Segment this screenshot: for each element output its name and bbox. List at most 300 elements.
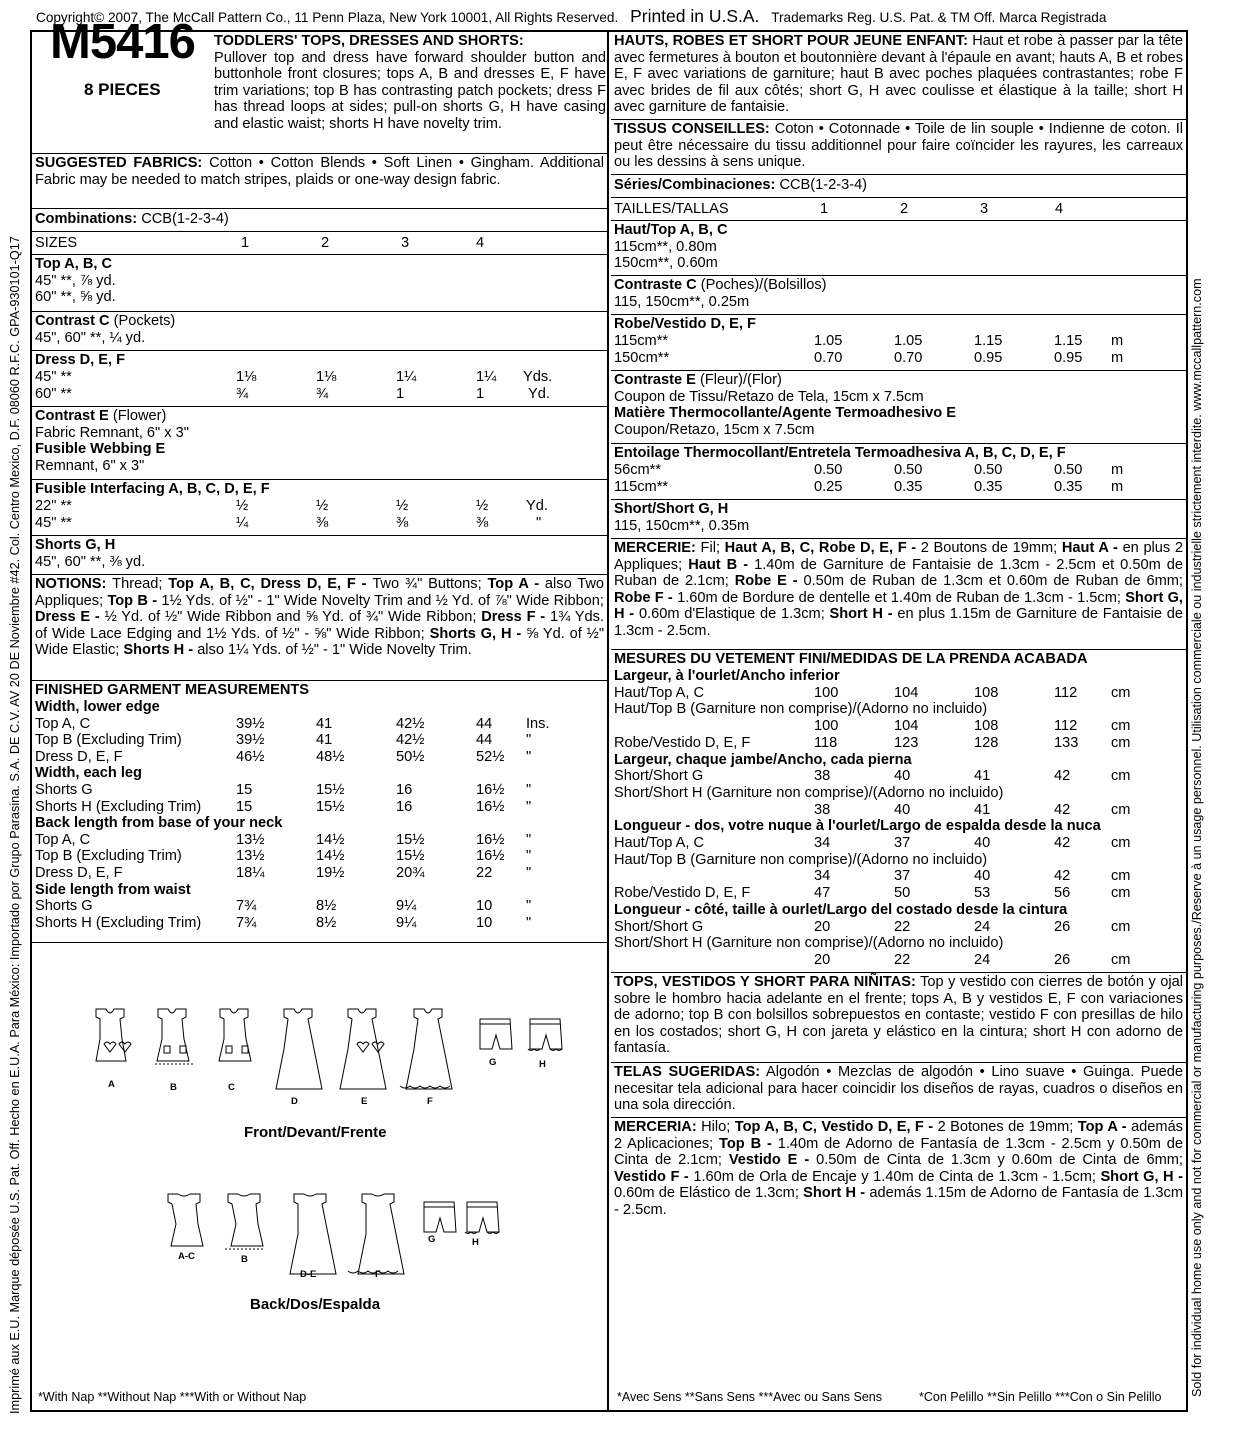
cell: 40 — [894, 768, 911, 785]
front-dress-d-sketch — [276, 1009, 322, 1089]
row-label: Haut/Top A, C — [614, 835, 705, 851]
unit: " — [526, 914, 532, 931]
fr-contraste-c — [611, 276, 1186, 315]
text-segment: además 1.15m de Adorno de Fantasía de 1.3cm - 2.5cm. — [614, 1185, 1183, 1218]
cell: 0.35 — [894, 479, 923, 495]
measure-heading — [614, 818, 1186, 835]
row-label: 56cm** — [614, 462, 662, 478]
bold-segment: Haut A - — [1061, 540, 1123, 556]
row-label: 45" ** — [35, 369, 72, 385]
text-segment: 1.60m de Orla de Encaje y 1.40m de Cinta de 1.3cm - 1.5cm; — [693, 1168, 1101, 1185]
cell: 7¾ — [236, 898, 257, 915]
cell: 39½ — [236, 732, 265, 749]
fr-robe-label: Robe/Vestido D, E, F — [614, 316, 756, 332]
row-label: Shorts H (Excluding Trim) — [35, 798, 202, 815]
size-4: 4 — [476, 235, 485, 251]
cell: 20 — [814, 951, 831, 968]
measure-row — [614, 735, 1186, 752]
measure-row — [35, 716, 607, 733]
heading: Longueur - dos, votre nuque à l'ourlet/Largo de espalda desde la nuca — [614, 818, 1101, 835]
fr-comb-label: Séries/Combinaciones: — [614, 177, 776, 193]
unit: " — [536, 515, 542, 531]
bold-segment: Top B - — [719, 1135, 778, 1152]
front-top-a-sketch — [96, 1009, 131, 1061]
size-4: 4 — [1055, 201, 1064, 217]
cell: 22 — [894, 951, 911, 968]
cell: ½ — [316, 498, 329, 514]
cell: 46½ — [236, 748, 265, 765]
front-top-c-sketch — [219, 1009, 251, 1061]
text-segment: 0.60m de Elástico de 1.3cm; — [614, 1185, 804, 1202]
footnote-es: *Con Pelillo **Sin Pelillo ***Con o Sin Pelillo — [919, 1390, 1162, 1404]
fr-ce-sub: (Fleur)/(Flor) — [699, 372, 782, 388]
cell: 44 — [476, 715, 493, 732]
suggested-fabrics — [32, 154, 607, 209]
label-front-h: H — [539, 1059, 546, 1070]
cell: 15 — [236, 782, 253, 798]
bold-segment: Short G, H - — [614, 589, 1183, 623]
cell: 1 — [476, 386, 485, 402]
cell: 0.25 — [814, 479, 843, 495]
cell: 56 — [1054, 885, 1071, 902]
contrast-c-yardage — [32, 312, 607, 351]
text-segment: also 1¼ Yds. of ½" - 1" Wide Novelty Trim. — [197, 642, 472, 659]
unit: m — [1111, 479, 1124, 495]
heading: Back length from base of your neck — [35, 815, 283, 832]
measure-row — [614, 868, 1186, 885]
label-front-c: C — [228, 1082, 235, 1093]
cell: 40 — [974, 868, 991, 885]
measure-heading — [35, 699, 607, 716]
fabrics-label: SUGGESTED FABRICS: — [35, 155, 203, 171]
es-description — [611, 973, 1186, 1063]
dress-def-yardage — [32, 351, 607, 407]
measure-heading — [35, 815, 607, 832]
int-22-row — [35, 498, 607, 515]
contrast-e-value: Fabric Remnant, 6" x 3" — [35, 424, 189, 441]
measure-row — [35, 749, 607, 766]
cell: 0.95 — [1054, 350, 1083, 366]
bold-segment: Top A - — [487, 576, 545, 592]
cell: 42 — [1054, 768, 1071, 785]
fr-combinations — [611, 175, 1186, 198]
label-front-a: A — [108, 1079, 115, 1090]
bold-segment: Top A, B, C, Dress D, E, F - — [168, 576, 373, 592]
measure-row — [35, 799, 607, 816]
fr-haut — [611, 221, 1186, 276]
front-shorts-g-sketch — [480, 1019, 512, 1049]
cell: 41 — [316, 715, 333, 732]
row-label: Shorts H (Excluding Trim) — [35, 914, 202, 931]
cell: ½ — [396, 498, 409, 514]
row-label: Robe/Vestido D, E, F — [614, 734, 751, 751]
cell: 37 — [894, 868, 911, 885]
cell: 1⅛ — [236, 369, 257, 385]
fusible-interfacing — [32, 480, 607, 536]
measure-row — [614, 685, 1186, 702]
cell: ⅜ — [316, 515, 329, 531]
label-front-d: D — [291, 1096, 298, 1107]
fr-cc-label: Contraste C — [614, 277, 697, 293]
cell: 100 — [814, 684, 839, 701]
cell: ¾ — [236, 386, 249, 402]
bold-segment: NOTIONS: — [35, 576, 113, 592]
measure-row — [614, 768, 1186, 785]
top-abc-yardage — [32, 255, 607, 312]
fr-cc-value: 115, 150cm**, 0.25m — [614, 293, 750, 310]
title: TODDLERS' TOPS, DRESSES AND SHORTS: — [214, 33, 524, 49]
fr-measurements — [611, 650, 1186, 973]
heading: Largeur, chaque jambe/Ancho, cada pierna — [614, 751, 912, 768]
cell: 42 — [1054, 801, 1071, 818]
text-segment: 1.40m de Garniture de Fantaisie de 1.3cm - 2.5cm et 0.50m de Ruban de 2.1cm; — [614, 556, 1183, 590]
text-segment: 0.60m d'Elastique de 1.3cm; — [638, 606, 830, 623]
cell: 16½ — [476, 831, 505, 848]
description — [214, 33, 606, 133]
back-shorts-g-sketch — [424, 1202, 456, 1232]
size-1: 1 — [241, 235, 250, 251]
row-label: Dress D, E, F — [35, 748, 123, 765]
text-segment: ½ Yd. of ½" Wide Ribbon and ⅝ Yd. of ¾" Wide Ribbon; — [104, 609, 482, 626]
bold-segment: MERCERIE: — [614, 540, 701, 556]
front-shorts-h-sketch — [528, 1019, 562, 1051]
cell: 0.95 — [974, 350, 1003, 366]
cell: 26 — [1054, 951, 1071, 968]
row-label: Shorts G — [35, 782, 93, 798]
es-merceria — [611, 1118, 1186, 1222]
cell: 40 — [974, 835, 991, 851]
cell: ⅜ — [476, 515, 489, 531]
cell: 16 — [396, 798, 413, 815]
unit: cm — [1111, 718, 1131, 735]
side-text-right: Sold for individual home use only and not for commercial or manufacturing purposes./Reserve à un usage personnel. Utilisation commerciale ou industrielle strictement interdite. www.mccallpattern.com — [1190, 278, 1204, 1397]
fr-ce-value: Coupon de Tissu/Retazo de Tela, 15cm x 7.5cm — [614, 388, 924, 405]
cell: 15½ — [396, 831, 425, 848]
footnote-fr: *Avec Sens **Sans Sens ***Avec ou Sans Sens — [617, 1390, 882, 1404]
bold-segment: Top A - — [1077, 1119, 1132, 1135]
cell: 41 — [974, 801, 991, 818]
row-label: 150cm** — [614, 350, 670, 366]
row-label: Dress D, E, F — [35, 865, 123, 881]
row-label: Haut/Top A, C — [614, 684, 705, 701]
fr-description — [611, 32, 1186, 120]
measure-row — [35, 848, 607, 865]
fr-entoilage — [611, 444, 1186, 500]
side-text-left: Imprimé aux E.U. Marque déposée U.S. Pat. Off. Hecho en E.U.A. Para México: Importado por Grupo Parasina. S.A. DE C.V. AV 20 DE Noviembre #42. Col. Centro Mexico, D.F. 08060 R.F.C. GPA-930101-Q17 — [8, 236, 22, 1414]
fusible-int-label: Fusible Interfacing A, B, C, D, E, F — [35, 481, 270, 497]
text-segment: also Two Appliques; — [35, 576, 605, 609]
cell: 18¼ — [236, 865, 265, 881]
back-top-b-sketch — [225, 1194, 265, 1249]
notions — [32, 575, 607, 681]
label-front-f: F — [427, 1096, 433, 1107]
cell: 104 — [894, 718, 919, 735]
fusible-web-label: Fusible Webbing E — [35, 441, 166, 458]
cell: 22 — [476, 865, 493, 881]
cell: 1.15 — [974, 333, 1003, 349]
fr-fabrics — [611, 120, 1186, 175]
fusible-web-value: Remnant, 6" x 3" — [35, 457, 145, 474]
unit: cm — [1111, 918, 1131, 935]
fr-title: HAUTS, ROBES ET SHORT POUR JEUNE ENFANT: — [614, 33, 968, 49]
fr-matiere-label: Matière Thermocollante/Agente Termoadhesivo E — [614, 405, 956, 422]
trademark: Trademarks Reg. U.S. Pat. & TM Off. Marca Registrada — [771, 10, 1107, 25]
text-segment: en plus 2 Appliques; — [614, 540, 1183, 573]
cell: ¾ — [316, 386, 329, 402]
cell: ¼ — [236, 515, 249, 531]
comb-label: Combinations: — [35, 211, 138, 227]
contrast-e-label: Contrast E — [35, 408, 109, 424]
back-dress-de-sketch — [290, 1194, 336, 1274]
unit: cm — [1111, 734, 1131, 751]
measure-row — [35, 865, 607, 882]
row-label: Top B (Excluding Trim) — [35, 848, 182, 865]
row-label: Top A, C — [35, 831, 91, 848]
cell: 15½ — [316, 798, 345, 815]
unit: " — [526, 782, 532, 798]
shorts-label: Shorts G, H — [35, 537, 116, 553]
unit: " — [526, 831, 532, 848]
measure-heading — [35, 765, 607, 782]
fr-robe — [611, 315, 1186, 371]
cell: 16½ — [476, 782, 505, 798]
unit: cm — [1111, 835, 1131, 851]
cell: 38 — [814, 801, 831, 818]
label-front-g: G — [489, 1057, 497, 1068]
cell: 24 — [974, 918, 991, 935]
cell: 48½ — [316, 748, 345, 765]
back-dress-f-sketch — [348, 1194, 404, 1274]
fr-mercerie — [611, 539, 1186, 650]
cell: 7¾ — [236, 914, 257, 931]
unit: m — [1111, 333, 1124, 349]
bold-segment: Top B - — [107, 592, 162, 609]
cell: 100 — [814, 718, 839, 735]
measure-row — [614, 935, 1186, 952]
fr-matiere-value: Coupon/Retazo, 15cm x 7.5cm — [614, 421, 815, 438]
cell: 50 — [894, 885, 911, 902]
bold-segment: Dress F - — [481, 609, 550, 626]
sizes-header — [32, 232, 607, 255]
fr-sizes-label: TAILLES/TALLAS — [614, 201, 729, 217]
measure-row — [614, 952, 1186, 969]
bold-segment: Haut A, B, C, Robe D, E, F - — [724, 540, 921, 556]
note: Haut/Top B (Garniture non comprise)/(Adorno no incluido) — [614, 851, 988, 868]
front-dress-f-sketch — [400, 1009, 452, 1089]
cell: 14½ — [316, 848, 345, 865]
cell: 26 — [1054, 918, 1071, 935]
cell: 42½ — [396, 715, 425, 732]
cell: ½ — [236, 498, 249, 514]
cell: 20¾ — [396, 865, 425, 881]
measure-heading — [614, 752, 1186, 769]
cell: 53 — [974, 885, 991, 902]
cell: 15 — [236, 798, 253, 815]
front-caption: Front/Devant/Frente — [244, 1124, 387, 1141]
cell: 8½ — [316, 914, 337, 931]
piece-count: 8 PIECES — [84, 80, 161, 99]
measure-row — [35, 732, 607, 749]
bold-segment: Vestido E - — [728, 1152, 817, 1169]
comb-value: CCB(1-2-3-4) — [141, 211, 229, 227]
description-text: Pullover top and dress have forward shoulder button and buttonhole front closures; tops A, B and dresses E, F have trim variations; top B has contrasting patch pockets; dress F has thread loops at sides; pull-on shorts G, H have casing and elastic waist; shorts H have novelty trim. — [214, 49, 606, 132]
bold-segment: Short G, H - — [1100, 1168, 1184, 1185]
cell: 1⅛ — [316, 369, 337, 385]
label-back-g: G — [428, 1234, 436, 1245]
unit: " — [526, 898, 532, 915]
text-segment: 2 Boutons de 19mm; — [920, 540, 1062, 556]
row-label: 45" ** — [35, 515, 72, 531]
cell: 133 — [1054, 734, 1079, 751]
cell: 0.50 — [974, 462, 1003, 478]
cell: 123 — [894, 734, 919, 751]
top-45: 45" **, ⅞ yd. — [35, 272, 116, 289]
cell: 1¼ — [396, 369, 417, 385]
cell: 15½ — [316, 782, 345, 798]
contrast-c-label: Contrast C — [35, 313, 110, 329]
top-abc-label: Top A, B, C — [35, 256, 113, 272]
cell: 13½ — [236, 848, 265, 865]
cell: 0.35 — [1054, 479, 1083, 495]
copyright: Copyright© 2007, The McCall Pattern Co., 11 Penn Plaza, New York 10001, All Rights Reserved. — [36, 10, 619, 25]
cell: 47 — [814, 885, 831, 902]
fr-desc: Haut et robe à passer par la tête avec fermetures à bouton et boutonnière devant à l'épaule en avant; hauts A, B et robes E, F avec variations de garniture; haut B avec poches plaquées contrastantes; robe F avec brides de fil aux côtés; short G, H avec coulisse et élastique à la taille; short H avec garniture de fantaisie. — [614, 33, 1183, 116]
top-60: 60" **, ⅝ yd. — [35, 289, 116, 306]
text-segment: Two ¾" Buttons; — [372, 576, 488, 592]
label-back-b: B — [241, 1254, 248, 1265]
contrast-e-sub: (Flower) — [112, 408, 167, 424]
note: Haut/Top B (Garniture non comprise)/(Adorno no incluido) — [614, 701, 988, 718]
unit: " — [526, 732, 532, 749]
unit: m — [1111, 350, 1124, 366]
header-line — [36, 6, 1196, 27]
cell: ⅜ — [396, 515, 409, 531]
cell: 112 — [1054, 718, 1078, 735]
unit: " — [526, 865, 532, 881]
measure-row — [614, 885, 1186, 902]
cell: 15½ — [396, 848, 425, 865]
cell: 8½ — [316, 898, 337, 915]
fgm-title: FINISHED GARMENT MEASUREMENTS — [35, 682, 310, 698]
cell: 40 — [894, 801, 911, 818]
printed-in: Printed in U.S.A. — [630, 6, 760, 26]
text-segment: 2 Botones de 19mm; — [937, 1119, 1078, 1135]
cell: 0.50 — [814, 462, 843, 478]
front-dress-e-sketch — [340, 1009, 386, 1089]
bold-segment: Shorts G, H - — [429, 625, 527, 642]
row-label: Short/Short G — [614, 918, 704, 935]
cell: 108 — [974, 684, 999, 701]
shorts-yardage — [32, 536, 607, 575]
fr-comb-value: CCB(1-2-3-4) — [779, 177, 868, 193]
cell: 108 — [974, 718, 999, 735]
row-label: Robe/Vestido D, E, F — [614, 885, 751, 902]
fr-haut-label: Haut/Top A, B, C — [614, 222, 728, 238]
size-2: 2 — [900, 201, 909, 217]
cell: 37 — [894, 835, 911, 851]
unit: " — [526, 748, 532, 765]
heading: Largeur, à l'ourlet/Ancho inferior — [614, 668, 840, 684]
unit: cm — [1111, 868, 1131, 885]
row-label: Top A, C — [35, 715, 91, 732]
fr-short-value: 115, 150cm**, 0.35m — [614, 517, 750, 534]
text-segment: 0.50m de Ruban de 1.3cm et 0.60m de Ruban de 6mm; — [803, 573, 1183, 590]
dress-60-row — [35, 386, 607, 403]
contrast-c-sub: (Pockets) — [113, 313, 176, 329]
cell: 1 — [396, 386, 405, 402]
int-45-row — [35, 515, 607, 532]
bold-segment: Haut B - — [688, 556, 755, 573]
cell: 128 — [974, 734, 999, 751]
cell: 14½ — [316, 831, 345, 848]
size-3: 3 — [401, 235, 410, 251]
cell: 16½ — [476, 848, 505, 865]
bold-segment: Top A, B, C, Vestido D, E, F - — [734, 1119, 938, 1135]
text-segment: Hilo; — [701, 1119, 735, 1135]
cell: 52½ — [476, 748, 505, 765]
label-front-b: B — [170, 1082, 177, 1093]
cell: 1¼ — [476, 369, 497, 385]
text-segment: 1.40m de Adorno de Fantasía de 1.3cm - 2.5cm y 0.50m de Cinta de 2.1cm; — [614, 1135, 1183, 1169]
cell: 19½ — [316, 865, 345, 881]
cell: 1.15 — [1054, 333, 1083, 349]
row-label: Short/Short G — [614, 768, 704, 785]
unit: cm — [1111, 801, 1131, 818]
bold-segment: Shorts H - — [123, 642, 198, 659]
cell: 42 — [1054, 868, 1071, 885]
bold-segment: Robe F - — [614, 589, 678, 606]
measure-row — [614, 852, 1186, 869]
label-back-ac: A-C — [178, 1251, 195, 1262]
shorts-value: 45", 60" **, ⅜ yd. — [35, 553, 146, 570]
note: Short/Short H (Garniture non comprise)/(Adorno no incluido) — [614, 784, 1004, 801]
cell: 24 — [974, 951, 991, 968]
es-desc: Top y vestido con cierres de botón y ojal sobre le hombro hacia adelante en el frente; tops A, B y vestidos E, F con variaciones de adorno; top B con bolsillos sobrepuestos en contaste; vestido F con presillas de hilo en los costados; short G, H con jareta y elástico en la cintura; short H con adorno de fantasía. — [614, 974, 1183, 1057]
fr-cc-sub: (Poches)/(Bolsillos) — [700, 277, 827, 293]
cell: 10 — [476, 898, 493, 915]
size-1: 1 — [820, 201, 829, 217]
text-segment: Fil; — [700, 540, 725, 556]
text-segment: 0.50m de Cinta de 1.3cm y 0.60m de Cinta de 6mm; — [816, 1152, 1183, 1169]
label-back-f: F — [375, 1269, 381, 1280]
row-label: 60" ** — [35, 386, 72, 402]
bold-segment: Short H - — [803, 1185, 870, 1202]
cell: 1.05 — [814, 333, 843, 349]
unit: " — [526, 798, 532, 815]
cell: 0.70 — [814, 350, 843, 366]
cell: 9¼ — [396, 898, 417, 915]
row-label: 22" ** — [35, 498, 72, 514]
back-caption: Back/Dos/Espalda — [250, 1296, 381, 1313]
measure-heading — [614, 902, 1186, 919]
label-front-e: E — [361, 1096, 368, 1107]
cell: 41 — [316, 732, 333, 749]
cell: 112 — [1054, 684, 1078, 701]
label-back-h: H — [472, 1237, 479, 1248]
cell: 41 — [974, 768, 991, 785]
unit: Yds. — [523, 369, 553, 385]
fr-contraste-e — [611, 371, 1186, 444]
heading: Longueur - côté, taille à ourlet/Largo del costado desde la cintura — [614, 901, 1068, 918]
back-top-ac-sketch — [168, 1194, 203, 1246]
finished-measurements — [32, 681, 607, 943]
fr-short-label: Short/Short G, H — [614, 501, 729, 517]
cell: 34 — [814, 868, 831, 885]
garment-sketches — [32, 944, 607, 1404]
cell: 22 — [894, 918, 911, 935]
cell: 0.50 — [894, 462, 923, 478]
fr-haut-150: 150cm**, 0.60m — [614, 255, 718, 272]
